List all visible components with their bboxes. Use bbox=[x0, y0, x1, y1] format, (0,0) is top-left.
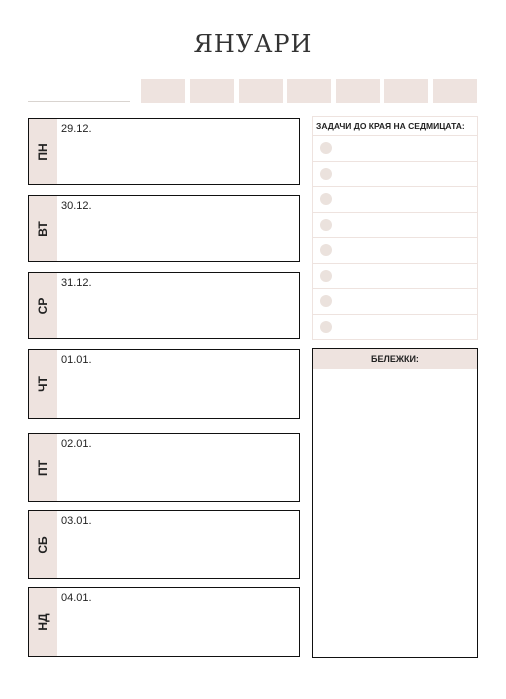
checkbox-circle-icon[interactable] bbox=[320, 142, 332, 154]
day-date: 04.01. bbox=[61, 592, 92, 604]
tasks-title: ЗАДАЧИ ДО КРАЯ НА СЕДМИЦАТА: bbox=[316, 121, 465, 131]
day-box-wednesday[interactable] bbox=[28, 272, 300, 339]
task-row[interactable] bbox=[313, 135, 477, 161]
day-label: НД bbox=[36, 613, 50, 631]
day-tab bbox=[29, 196, 57, 261]
day-date: 02.01. bbox=[61, 438, 92, 450]
checkbox-circle-icon[interactable] bbox=[320, 295, 332, 307]
day-tab bbox=[29, 511, 57, 578]
checkbox-circle-icon[interactable] bbox=[320, 321, 332, 333]
day-date: 30.12. bbox=[61, 200, 92, 212]
top-box bbox=[287, 79, 331, 103]
day-tab bbox=[29, 434, 57, 501]
top-box bbox=[433, 79, 477, 103]
name-line bbox=[28, 101, 130, 102]
top-box bbox=[239, 79, 283, 103]
top-box bbox=[336, 79, 380, 103]
day-label: ВТ bbox=[36, 220, 50, 237]
day-box-monday[interactable] bbox=[28, 118, 300, 185]
task-row[interactable] bbox=[313, 314, 477, 340]
top-box bbox=[384, 79, 428, 103]
notes-title: БЕЛЕЖКИ: bbox=[313, 349, 477, 369]
day-tab bbox=[29, 273, 57, 338]
checkbox-circle-icon[interactable] bbox=[320, 270, 332, 282]
task-row[interactable] bbox=[313, 263, 477, 289]
day-box-sunday[interactable] bbox=[28, 587, 300, 657]
day-tab bbox=[29, 588, 57, 656]
day-date: 29.12. bbox=[61, 123, 92, 135]
checkbox-circle-icon[interactable] bbox=[320, 244, 332, 256]
day-box-thursday[interactable] bbox=[28, 349, 300, 419]
day-date: 31.12. bbox=[61, 277, 92, 289]
day-label: СБ bbox=[36, 535, 50, 554]
day-label: ПН bbox=[36, 142, 50, 161]
day-date: 01.01. bbox=[61, 354, 92, 366]
notes-panel[interactable] bbox=[312, 348, 478, 658]
day-label: ЧТ bbox=[36, 376, 50, 392]
day-label: СР bbox=[36, 297, 50, 314]
day-box-tuesday[interactable] bbox=[28, 195, 300, 262]
day-tab bbox=[29, 119, 57, 184]
day-box-saturday[interactable] bbox=[28, 510, 300, 579]
day-label: ПТ bbox=[36, 459, 50, 476]
top-box bbox=[141, 79, 185, 103]
task-row[interactable] bbox=[313, 161, 477, 187]
task-row[interactable] bbox=[313, 212, 477, 238]
day-tab bbox=[29, 350, 57, 418]
checkbox-circle-icon[interactable] bbox=[320, 193, 332, 205]
month-title: ЯНУАРИ bbox=[193, 30, 313, 58]
task-row[interactable] bbox=[313, 186, 477, 212]
top-box bbox=[190, 79, 234, 103]
task-row[interactable] bbox=[313, 237, 477, 263]
checkbox-circle-icon[interactable] bbox=[320, 168, 332, 180]
weekly-tasks-panel bbox=[312, 116, 478, 340]
day-box-friday[interactable] bbox=[28, 433, 300, 502]
checkbox-circle-icon[interactable] bbox=[320, 219, 332, 231]
task-row[interactable] bbox=[313, 288, 477, 314]
day-date: 03.01. bbox=[61, 515, 92, 527]
